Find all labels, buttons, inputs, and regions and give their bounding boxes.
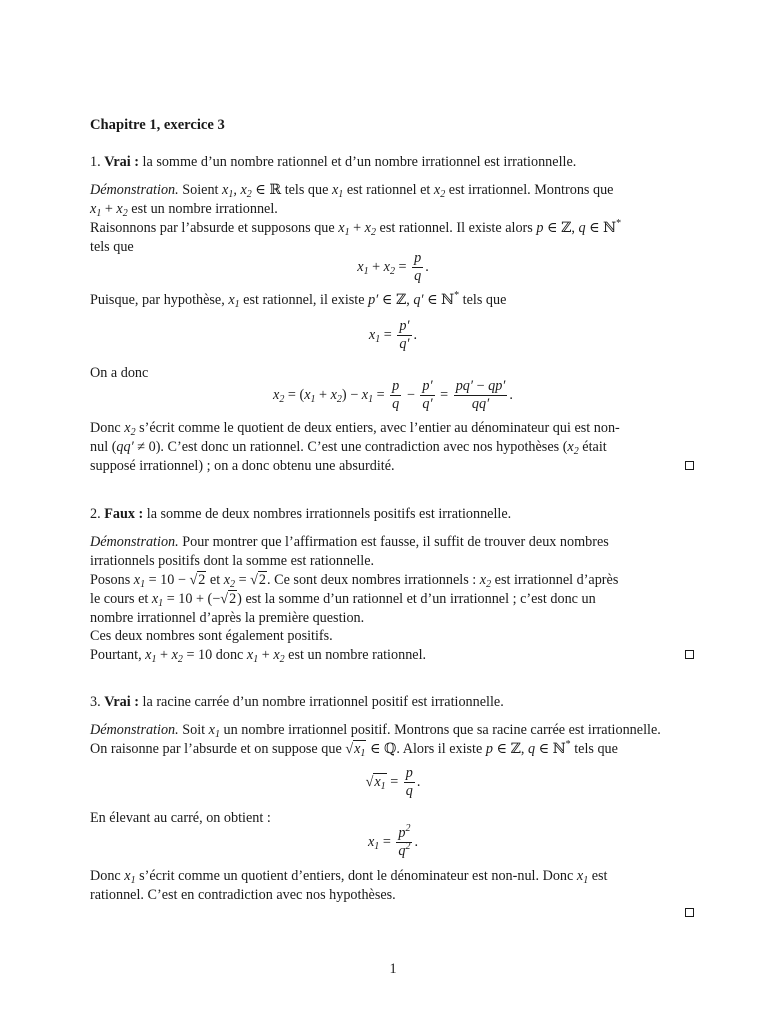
chapter-title: Chapitre 1, exercice 3 — [90, 117, 225, 133]
q1-equation-1: $x_1 + x_2$ = $\frac{p}{q}$ . — [357, 250, 429, 284]
q1-proof-line-2: $x_1 + x_2$ est un nombre irrationnel. — [90, 201, 278, 219]
q2-dem-label: Démonstration. — [90, 534, 179, 550]
q1-equation-3: $x_2 = (x_1 + x_2) - x_1$ = $\frac{p}{q}$ − $\frac{p'}{q'}$ = $\frac{pq' - qp'}{qq'}$ . — [273, 378, 513, 412]
q1-proof-line-4: tels que — [90, 239, 134, 255]
q1-proof-line-7: Donc $x_2$ s’écrit comme le quotient de deux entiers, avec l’entier au dénominateur qui est non- — [90, 420, 620, 438]
q3-statement — [90, 693, 696, 712]
q2-proof-line-6: Ces deux nombres sont également positifs. — [90, 628, 333, 644]
q1-proof-line-6: On a donc — [90, 365, 149, 381]
q2-proof-line-1: Démonstration. Pour montrer que l’affirmation est fausse, il suffit de trouver deux nombres — [90, 534, 609, 550]
q3-proof-line-5: rationnel. C’est en contradiction avec nos hypothèses. — [90, 887, 396, 903]
page-number: 1 — [389, 961, 397, 977]
q3-verdict: Vrai : — [104, 694, 139, 710]
q2-proof-line-5: nombre irrationnel d’après la première question. — [90, 610, 365, 626]
q3-proof-line-3: En élevant au carré, on obtient : — [90, 810, 271, 826]
q2-verdict: Faux : — [104, 506, 144, 522]
q2-proof-line-2: irrationnels positifs dont la somme est rationnelle. — [90, 553, 375, 569]
q3-number: 3. — [90, 694, 101, 710]
q1-number: 1. — [90, 154, 101, 170]
q3-qed-square — [685, 908, 694, 917]
q3-proof-line-2: On raisonne par l’absurde et on suppose que $√x_1$ ∈ ℚ. Alors il existe p ∈ ℤ, q ∈ ℕ* tels que — [90, 739, 618, 759]
q1-proof-line-3: Raisonnons par l’absurde et supposons que $x_1 + x_2$ est rationnel. Il existe alors p ∈ ℤ, q ∈ ℕ* — [90, 218, 622, 238]
q3-equation-1: $√x_1$ = $\frac{p}{q}$ . — [365, 765, 421, 799]
q1-statement-text: la somme d’un nombre rationnel et d’un nombre irrationnel est irrationnelle. — [142, 154, 577, 170]
q1-qed-square — [685, 461, 694, 470]
q1-proof-line-5: Puisque, par hypothèse, $x_1$ est rationnel, il existe p′ ∈ ℤ, q′ ∈ ℕ* tels que — [90, 290, 507, 310]
q3-equation-2: $x_1$ = $\frac{p^2}{q^2}$ . — [367, 823, 419, 859]
q3-dem-label: Démonstration. — [90, 722, 179, 738]
q3-proof-line-4: Donc $x_1$ s’écrit comme un quotient d’entiers, dont le dénominateur est non-nul. Donc $x_1$ est — [90, 868, 608, 886]
q1-equation-2: $x_1$ = $\frac{p'}{q'}$ . — [368, 318, 418, 352]
q3-statement-text: la racine carrée d’un nombre irrationnel positif est irrationnelle. — [142, 694, 504, 710]
q2-proof-line-3: Posons $x_1 = 10 - √2$ et $x_2 = √2$. Ce sont deux nombres irrationnels : $x_2$ est irrationnel d’après — [90, 572, 619, 590]
document-page — [90, 0, 696, 1024]
q1-proof-line-1: Démonstration. Soient $x_1$, $x_2$ ∈ ℝ tels que $x_1$ est rationnel et $x_2$ est irrationnel. Montrons que — [90, 182, 614, 200]
q1-proof-line-9: supposé irrationnel) ; on a donc obtenu une absurdité. — [90, 458, 395, 474]
q2-qed-square — [685, 650, 694, 659]
q2-proof-line-4: le cours et $x_1 = 10 + (-√2)$ est la somme d’un rationnel et d’un irrationnel ; c’est donc un — [90, 591, 596, 609]
q3-proof-line-1: Démonstration. Soit $x_1$ un nombre irrationnel positif. Montrons que sa racine carrée est irrationnelle. — [90, 722, 661, 740]
q2-proof-line-7: Pourtant, $x_1 + x_2 = 10$ donc $x_1 + x_2$ est un nombre rationnel. — [90, 647, 427, 665]
q2-number: 2. — [90, 506, 101, 522]
q1-statement — [90, 153, 696, 172]
q1-verdict: Vrai : — [104, 154, 139, 170]
q2-statement — [90, 505, 696, 524]
q2-statement-text: la somme de deux nombres irrationnels positifs est irrationnelle. — [146, 506, 512, 522]
q1-dem-label: Démonstration. — [90, 182, 179, 198]
q1-proof-line-8: nul (qq′ ≠ 0). C’est donc un rationnel. C’est une contradiction avec nos hypothèses ($x_2$ était — [90, 439, 607, 457]
